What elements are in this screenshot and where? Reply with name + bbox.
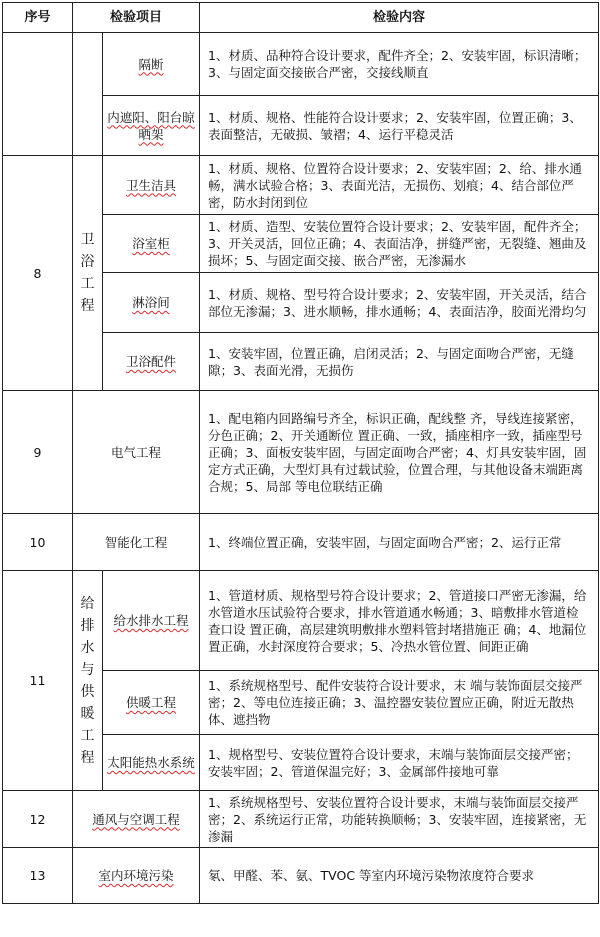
- header-content: 检验内容: [200, 3, 599, 33]
- content-smart: 1、终端位置正确，安装牢固，与固定面吻合严密；2、运行正常: [200, 514, 599, 571]
- content-solar: 1、规格型号、安装位置符合设计要求，末端与装饰面层交接严密；安装牢固；2、管道保温完好；3、金属部件接地可靠: [200, 735, 599, 791]
- row-no-cell: [3, 33, 73, 156]
- group-9-no: 9: [3, 391, 73, 514]
- table-row: [3, 391, 599, 514]
- item-heating: 供暖工程: [103, 671, 200, 735]
- content-sunshade: 1、材质、规格、性能符合设计要求；2、安装牢固，位置正确；3、表面整洁，无破损、皱褶；4、运行平稳灵活: [200, 96, 599, 156]
- table-row: [3, 848, 599, 904]
- content-heating: 1、系统规格型号、配件安装符合设计要求，末 端与装饰面层交接严密；2、等电位连接正确；3、温控器安装位置应正确，附近无散热体、遮挡物: [200, 671, 599, 735]
- content-partition: 1、材质、品种符合设计要求，配件齐全；2、安装牢固，标识清晰；3、与固定面交接嵌合严密，交接线顺直: [200, 33, 599, 96]
- content-accessories: 1、安装牢固，位置正确，启闭灵活；2、与固定面吻合严密，无缝隙；3、表面光滑，无损伤: [200, 333, 599, 391]
- group-13-no: 13: [3, 848, 73, 904]
- item-shower: 淋浴间: [103, 273, 200, 333]
- item-electrical: 电气工程: [73, 391, 200, 514]
- item-cabinet: 浴室柜: [103, 215, 200, 273]
- item-solar: 太阳能热水系统: [103, 735, 200, 791]
- content-shower: 1、材质、规格、型号符合设计要求；2、安装牢固，开关灵活，结合部位无渗漏；3、进水顺畅，排水通畅；4、表面洁净，胶面光滑均匀: [200, 273, 599, 333]
- item-hvac: 通风与空调工程: [73, 791, 200, 848]
- item-sunshade: 内遮阳、阳台晾晒架: [103, 96, 200, 156]
- item-partition: 隔断: [103, 33, 200, 96]
- table-row: [3, 514, 599, 571]
- table-row: [3, 33, 599, 96]
- item-pollution: 室内环境污染: [73, 848, 200, 904]
- table-row: [3, 571, 599, 671]
- item-water: 给水排水工程: [103, 571, 200, 671]
- content-pollution: 氡、甲醛、苯、氨、TVOC 等室内环境污染物浓度符合要求: [200, 848, 599, 904]
- item-accessories: 卫浴配件: [103, 333, 200, 391]
- header-row: [3, 3, 599, 33]
- group-8-name: 卫浴工程: [73, 156, 103, 391]
- group-12-no: 12: [3, 791, 73, 848]
- group-10-no: 10: [3, 514, 73, 571]
- header-no: 序号: [3, 3, 73, 33]
- category-cell: [73, 33, 103, 156]
- group-11-no: 11: [3, 571, 73, 791]
- content-water: 1、管道材质、规格型号符合设计要求；2、管道接口严密无渗漏，给水管道水压试验符合要求，排水管道通水畅通；3、暗敷排水管道检查口设 置正确，高层建筑明敷排水塑料管封堵措施正 确；4、地漏位置正确，水封深度符合要求；5、冷热水管位置、间距正确: [200, 571, 599, 671]
- header-item: 检验项目: [73, 3, 200, 33]
- item-sanitary: 卫生洁具: [103, 156, 200, 215]
- content-hvac: 1、系统规格型号、安装位置符合设计要求，末端与装饰面层交接严密；2、系统运行正常，功能转换顺畅；3、安装牢固，连接紧密，无渗漏: [200, 791, 599, 848]
- content-cabinet: 1、材质、造型、安装位置符合设计要求；2、安装牢固，配件齐全；3、开关灵活，回位正确；4、表面洁净，拼缝严密，无裂缝、翘曲及损坏；5、与固定面交接、嵌合严密，无渗漏水: [200, 215, 599, 273]
- table-row: [3, 156, 599, 215]
- content-sanitary: 1、材质、规格、位置符合设计要求；2、安装牢固；2、给、排水通畅，满水试验合格；3、表面光洁，无损伤、划痕；4、结合部位严密，防水封闭到位: [200, 156, 599, 215]
- group-11-name: 给排水与供暖工程: [73, 571, 103, 791]
- inspection-table: [2, 2, 599, 904]
- item-smart: 智能化工程: [73, 514, 200, 571]
- table-row: [3, 791, 599, 848]
- group-8-no: 8: [3, 156, 73, 391]
- content-electrical: 1、配电箱内回路编号齐全，标识正确，配线整 齐，导线连接紧密，分色正确；2、开关通断位 置正确、一致，插座相序一致，插座型号正确；3、面板安装牢固，与固定面吻合严密；4、灯具安装牢固，固定方式正确，大型灯具有过载试验，位置合理，与其他设备末端距离合规；5、局部 等电位联结正确: [200, 391, 599, 514]
